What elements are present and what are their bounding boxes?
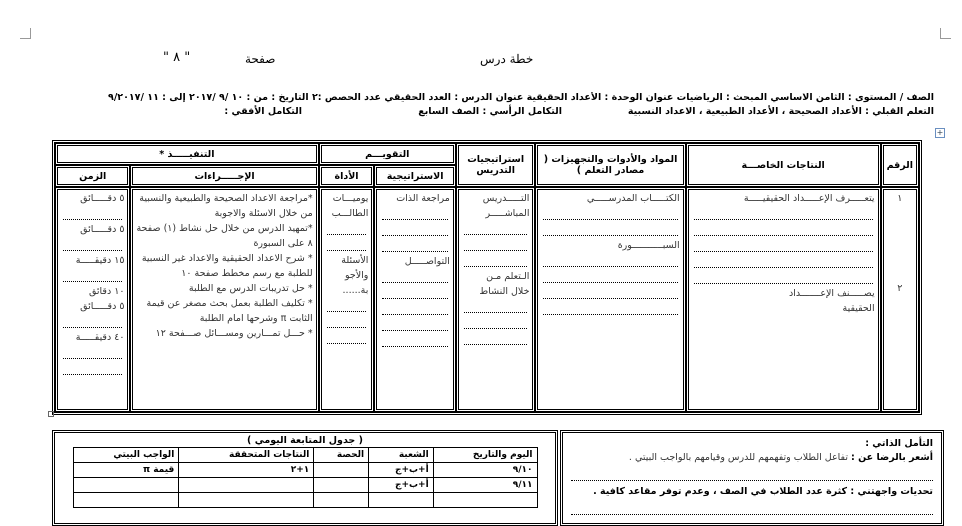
time: ٥ دقـــــائق bbox=[80, 301, 125, 312]
outcome: الحقيقية bbox=[842, 303, 875, 314]
table-row bbox=[73, 463, 537, 478]
procedure: *مراجعة الاعداد الصحيحة والطبيعية والنسبية bbox=[139, 193, 313, 204]
cell bbox=[179, 493, 314, 508]
number: ١ bbox=[897, 193, 903, 204]
outcome: يصـــــنف الإعـــــــداد bbox=[789, 288, 875, 299]
eval-tool: بة...... bbox=[342, 285, 369, 296]
cell bbox=[314, 463, 369, 478]
follow-header: اليوم والتاريخ bbox=[433, 448, 537, 463]
eval-tool: يوميـــات bbox=[332, 193, 369, 204]
cell bbox=[314, 493, 369, 508]
time: ٥ دقـــــائق bbox=[80, 193, 125, 204]
vertical-integration: التكامل الرأسي : الصف السابع bbox=[418, 106, 562, 117]
strategy: خلال النشاط bbox=[479, 286, 530, 297]
follow-header: الحصة bbox=[314, 448, 369, 463]
procedure: * شرح الاعداد الحقيقية والاعداد غير النسبية bbox=[141, 253, 313, 264]
eval-strategy-cell bbox=[374, 187, 455, 412]
procedure: من خلال الاسئلة والاجوبة bbox=[214, 208, 313, 219]
col-strategies: استراتيجيات التدريس bbox=[456, 143, 536, 187]
outcomes-cell bbox=[686, 187, 881, 412]
col-eval-strategy: الاستراتيجية bbox=[374, 165, 455, 187]
cell: أ+ب+ج bbox=[369, 463, 434, 478]
eval-tool: والأجو bbox=[344, 270, 369, 281]
cell: ١+٢ bbox=[179, 463, 314, 478]
follow-up-title: ( جدول المتابعة اليومي ) bbox=[247, 435, 363, 446]
time-cell bbox=[55, 187, 130, 412]
procedure: *تمهيد الدرس من خلال حل نشاط (١) صفحة bbox=[136, 223, 313, 234]
table-row bbox=[73, 493, 537, 508]
satisfied-text: تفاعل الطلاب وتفهمهم للدرس وقيامهم بالواجب البيتي . bbox=[628, 452, 848, 463]
follow-header: الشعبة bbox=[369, 448, 434, 463]
strategies-cell bbox=[456, 187, 536, 412]
cell bbox=[314, 478, 369, 493]
doc-title: خطة درس bbox=[480, 52, 534, 66]
time: ٤٠ دقيقـــــة bbox=[75, 332, 125, 343]
procedure: * حل تدريبات الدرس مع الطلبة bbox=[188, 283, 313, 294]
strategy: الـتعلم مـن bbox=[486, 271, 530, 282]
numbers-cell bbox=[881, 187, 919, 412]
col-time: الزمن bbox=[55, 165, 130, 187]
challenges: تحديات واجهتني : كثرة عدد الطلاب في الصف ، وعدم توفر مقاعد كافية . bbox=[593, 486, 933, 497]
time: ١٥ دقيقـــــة bbox=[75, 255, 125, 266]
col-outcomes: النتاجات الخاصـــة bbox=[686, 143, 881, 187]
col-materials: المواد والأدوات والتجهيزات ( مصادر التعلم ) bbox=[535, 143, 685, 187]
eval-tool-cell bbox=[319, 187, 375, 412]
cell: أ+ب+ج bbox=[369, 478, 434, 493]
margin-mark bbox=[20, 28, 31, 39]
margin-mark bbox=[940, 28, 951, 39]
number: ٢ bbox=[897, 283, 903, 294]
materials-cell bbox=[535, 187, 685, 412]
strategy: التـــــدريس bbox=[482, 193, 530, 204]
outcome: يتعـــــرف الإعـــــداد الحقيقيـــــة bbox=[743, 193, 875, 204]
eval-strategy: مراجعة الذات bbox=[396, 193, 450, 204]
eval-strategy: التواصـــــل bbox=[404, 256, 450, 267]
follow-header: النتاجات المتحققة bbox=[179, 448, 314, 463]
procedure: ٨ على السبورة bbox=[253, 238, 313, 249]
col-procedures: الإجـــــراءات bbox=[130, 165, 318, 187]
follow-up-table bbox=[73, 447, 538, 508]
material: السبـــــــــــورة bbox=[617, 240, 680, 251]
daily-follow-up-box bbox=[52, 430, 558, 526]
col-evaluation: التقويـــم bbox=[319, 143, 456, 165]
procedure: للطلبة مع رسم مخطط صفحة ١٠ bbox=[181, 268, 313, 279]
eval-tool: الطالـــب bbox=[331, 208, 369, 219]
material: الكتـــــاب المدرســـــي bbox=[586, 193, 680, 204]
cell bbox=[73, 478, 179, 493]
strategy: المباشـــــر bbox=[485, 208, 530, 219]
satisfied-label: أشعر بالرضا عن : bbox=[851, 452, 933, 463]
self-reflection-box bbox=[560, 430, 944, 526]
lesson-table bbox=[52, 140, 922, 415]
page-label: صفحة bbox=[245, 52, 276, 66]
table-move-handle-icon[interactable]: + bbox=[936, 128, 944, 137]
table-resize-handle[interactable] bbox=[48, 411, 54, 417]
follow-header: الواجب البيتي bbox=[73, 448, 179, 463]
cell bbox=[179, 478, 314, 493]
procedures-cell bbox=[130, 187, 318, 412]
time: ١٠ دقائق bbox=[88, 286, 125, 297]
procedure: * تكليف الطلبة بعمل بحث مصغر عن قيمة bbox=[146, 298, 313, 309]
col-execution: التنفيـــــذ * bbox=[55, 143, 319, 165]
time: ٥ دقـــــائق bbox=[80, 224, 125, 235]
cell: قيمة π bbox=[73, 463, 179, 478]
info-line-1: الصف / المستوى : الثامن الاساسي المبحث : الرياضيات عنوان الوحدة : الأعداد الحقيقية عنوان الدرس : العدد الحقيقي عدد الحصص :٢ التاريخ : من : ١٠ /٩ /٢٠١٧ إلى : ١١ /٩/٢٠١٧ bbox=[108, 92, 934, 103]
col-number: الرقم bbox=[881, 143, 919, 187]
cell: ٩/١٠ bbox=[433, 463, 537, 478]
table-row bbox=[73, 478, 537, 493]
cell bbox=[73, 493, 179, 508]
procedure: الثابت π وشرحها امام الطلبة bbox=[199, 313, 313, 324]
procedure: * حـــل تمـــارين ومســـائل صـــفحة ١٢ bbox=[155, 328, 313, 339]
col-eval-tool: الأداة bbox=[319, 165, 375, 187]
prior-learning: التعلم القبلي : الأعداد الصحيحة ، الأعداد الطبيعية ، الاعداد النسبية bbox=[627, 106, 934, 117]
reflection-title: التأمل الذاتي : bbox=[865, 438, 933, 449]
cell bbox=[369, 493, 434, 508]
horizontal-integration: التكامل الأفقي : bbox=[224, 106, 302, 117]
cell: ٩/١١ bbox=[433, 478, 537, 493]
page-number: " ٨ " bbox=[163, 50, 191, 65]
cell bbox=[433, 493, 537, 508]
eval-tool: الأسئلة bbox=[341, 255, 369, 266]
